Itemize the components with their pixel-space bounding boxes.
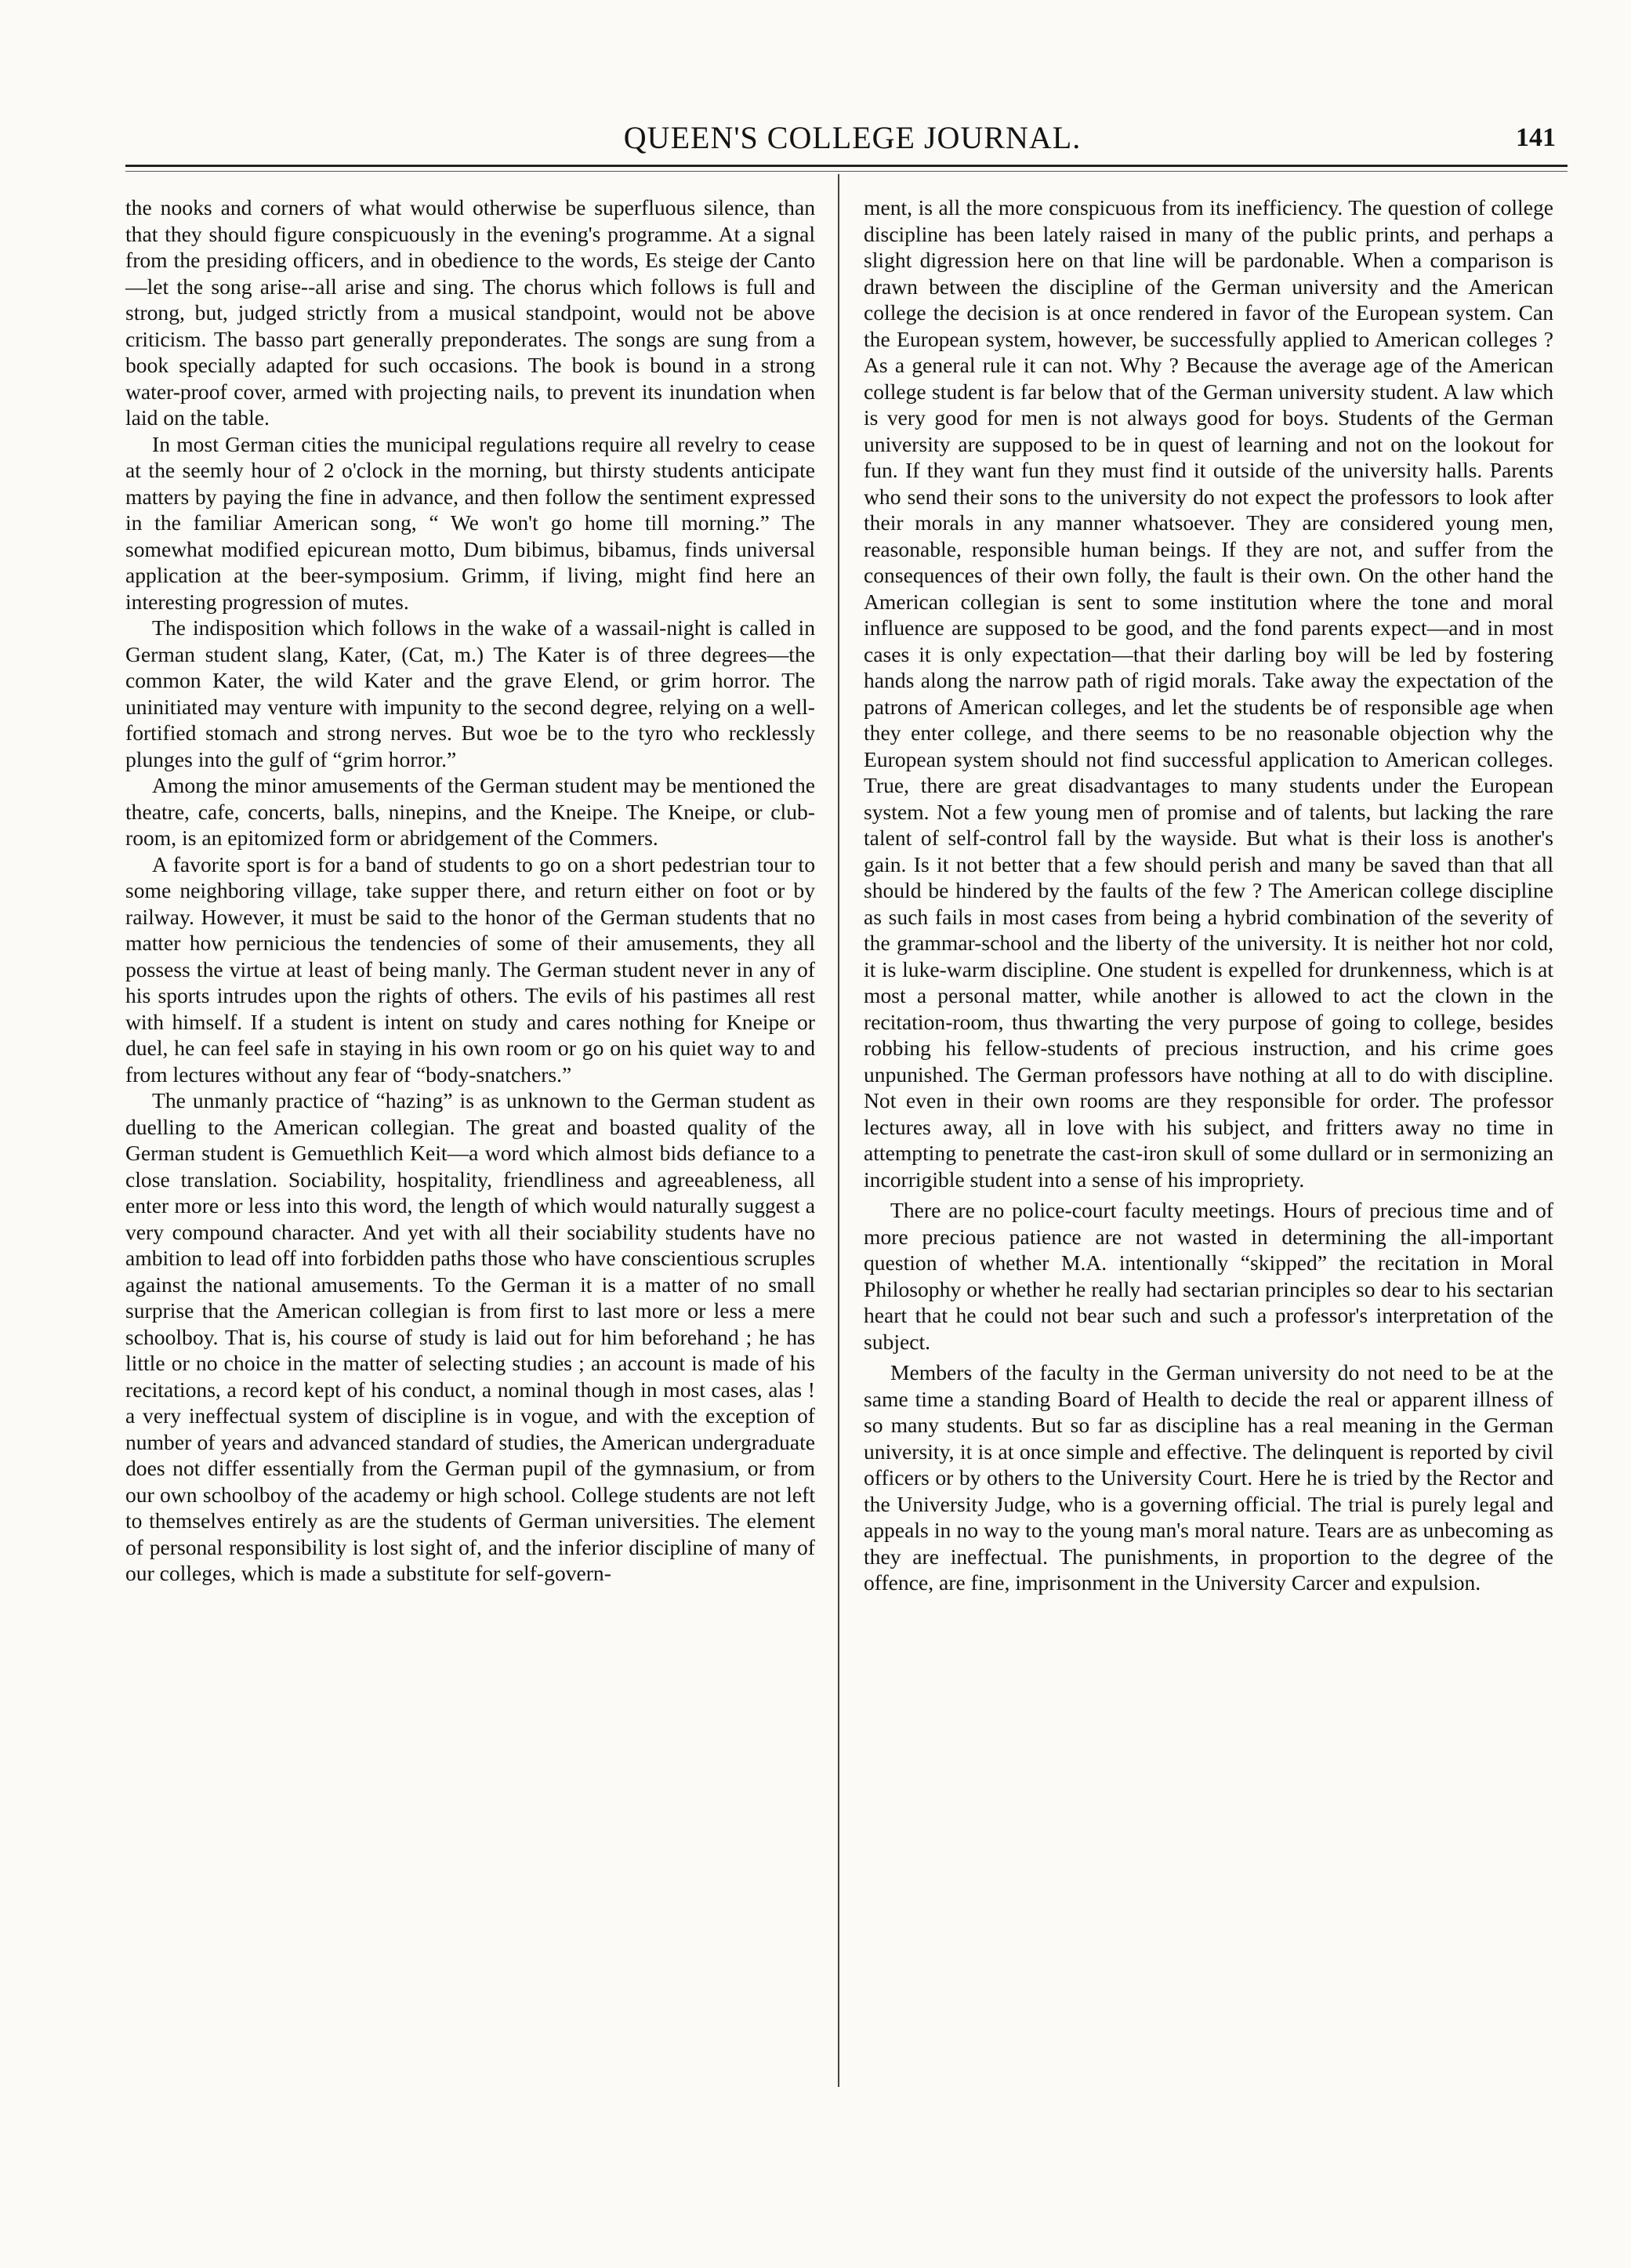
- left-paragraph-1: the nooks and corners of what would otherwise be superfluous silence, than that they should figure conspicuously in the evening's programme. At a signal from the presiding officers, and in obedience to the words, Es steige der Canto—let the song arise--all arise and sing. The chorus which follows is full and strong, but, judged strictly from a musical standpoint, would not be above criticism. The basso part generally preponderates. The songs are sung from a book specially adapted for such occasions. The book is bound in a strong water-proof cover, armed with projecting nails, to prevent its inundation when laid on the table.: [125, 195, 815, 430]
- right-paragraph-1: ment, is all the more conspicuous from its inefficiency. The question of college discipline has been lately raised in many of the public prints, and perhaps a slight digression here on that line will be pardonable. When a comparison is drawn between the discipline of the German university and the American college the decision is at once rendered in favor of the European system. Can the European system, however, be successfully applied to American colleges ? As a general rule it can not. Why ? Because the average age of the American college student is far below that of the German university student. A law which is very good for men is not always good for boys. Students of the German university are supposed to be in quest of learning and not on the lookout for fun. If they want fun they must find it outside of the university halls. Parents who send their sons to the university do not expect the professors to look after their morals in any manner whatsoever. They are considered young men, reasonable, responsible human beings. If they are not, and suffer from the consequences of their own folly, the fault is their own. On the other hand the American collegian is sent to some institution where the tone and moral influence are supposed to be good, and the fond parents expect—and in most cases it is only expectation—that their darling boy will be led by fostering hands along the narrow path of rigid morals. Take away the expectation of the patrons of American colleges, and let the students be of responsible age when they enter college, and there seems to be no reasonable objection why the European system should not find successful application to American colleges. True, there are great disadvantages to many students under the European system. Not a few young men of promise and of talents, but lacking the rare talent of self-control fall by the wayside. But what is their loss is another's gain. Is it not better that a few should perish and many be saved than that all should be hindered by the faults of the few ? The American college discipline as such fails in most cases from being a hybrid combination of the severity of the grammar-school and the liberty of the university. It is neither hot nor cold, it is luke-warm discipline. One student is expelled for drunkenness, which is at most a personal matter, while another is allowed to act the clown in the recitation-room, thus thwarting the very purpose of going to college, besides robbing his fellow-students of precious instruction, and his crime goes unpunished. The German professors have nothing at all to do with discipline. Not even in their own rooms are they responsible for order. The professor lectures away, all in love with his subject, and fritters away no time in attempting to penetrate the cast-iron skull of some dullard or in sermonizing an incorrigible student into a sense of his impropriety.: [864, 195, 1553, 1192]
- journal-title: QUEEN'S COLLEGE JOURNAL.: [623, 120, 1082, 155]
- left-paragraph-4: Among the minor amusements of the German student may be mentioned the theatre, cafe, concerts, balls, ninepins, and the Kneipe. The Kneipe, or club-room, is an epitomized form or abridgement of the Commers.: [125, 773, 815, 850]
- header-rule-thick: [125, 165, 1568, 167]
- column-divider: [838, 174, 839, 2087]
- right-paragraph-3: Members of the faculty in the German university do not need to be at the same time a standing Board of Health to decide the real or apparent illness of so many students. But so far as discipline has a real meaning in the German university, it is at once simple and effective. The delinquent is reported by civil officers or by others to the University Court. Here he is tried by the Rector and the University Judge, who is a governing official. The trial is purely legal and appeals in no way to the young man's moral nature. Tears are as unbecoming as they are ineffectual. The punishments, in proportion to the degree of the offence, are fine, imprisonment in the University Carcer and expulsion.: [864, 1360, 1553, 1595]
- left-paragraph-5: A favorite sport is for a band of students to go on a short pedestrian tour to some neighboring village, take supper there, and return either on foot or by railway. However, it must be said to the honor of the German students that no matter how pernicious the tendencies of some of their amusements, they all possess the virtue at least of being manly. The German student never in any of his sports intrudes upon the rights of others. The evils of his pastimes all rest with himself. If a student is intent on study and cares nothing for Kneipe or duel, he can feel safe in staying in his own room or go on his quiet way to and from lectures without any fear of “body-snatchers.”: [125, 851, 815, 1087]
- page-header: [149, 116, 1556, 160]
- right-column: [864, 194, 1553, 1596]
- left-paragraph-3: The indisposition which follows in the wake of a wassail-night is called in German student slang, Kater, (Cat, m.) The Kater is of three degrees—the common Kater, the wild Kater and the grave Elend, or grim horror. The uninitiated may venture with impunity to the second degree, relying on a well-fortified stomach and strong nerves. But woe be to the tyro who recklessly plunges into the gulf of “grim horror.”: [125, 615, 815, 771]
- header-rule-thin: [125, 171, 1568, 172]
- left-paragraph-2: In most German cities the municipal regulations require all revelry to cease at the seemly hour of 2 o'clock in the morning, but thirsty students anticipate matters by paying the fine in advance, and then follow the sentiment expressed in the familiar American song, “ We won't go home till morning.” The somewhat modified epicurean motto, Dum bibimus, bibamus, finds universal application at the beer-symposium. Grimm, if living, might find here an interesting progression of mutes.: [125, 431, 815, 614]
- left-paragraph-6: The unmanly practice of “hazing” is as unknown to the German student as duelling to the American collegian. The great and boasted quality of the German student is Gemuethlich Keit—a word which almost bids defiance to a close translation. Sociability, hospitality, friendliness and agreeableness, all enter more or less into this word, the length of which would naturally suggest a very compound character. And yet with all their sociability students have no ambition to lead off into forbidden paths those who have conscientious scruples against the national amusements. To the German it is a matter of no small surprise that the American collegian is from first to last more or less a mere schoolboy. That is, his course of study is laid out for him beforehand ; he has little or no choice in the matter of selecting studies ; an account is made of his recitations, a record kept of his conduct, a nominal though in most cases, alas ! a very ineffectual system of discipline is in vogue, and with the exception of number of years and advanced standard of studies, the American undergraduate does not differ essentially from the German pupil of the gymnasium, or from our own schoolboy of the academy or high school. College students are not left to themselves entirely as are the students of German universities. The element of personal responsibility is lost sight of, and the inferior discipline of many of our colleges, which is made a substitute for self-govern-: [125, 1088, 816, 1585]
- page-number: 141: [1516, 123, 1556, 152]
- right-paragraph-2: There are no police-court faculty meetings. Hours of precious time and of more precious patience are not wasted in determining the all-important question of whether M.A. intentionally “skipped” the recitation in Moral Philosophy or whether he really had sectarian principles so dear to his sectarian heart that he could not bear such and such a professor's interpretation of the subject.: [864, 1198, 1553, 1354]
- left-column: [125, 194, 815, 1587]
